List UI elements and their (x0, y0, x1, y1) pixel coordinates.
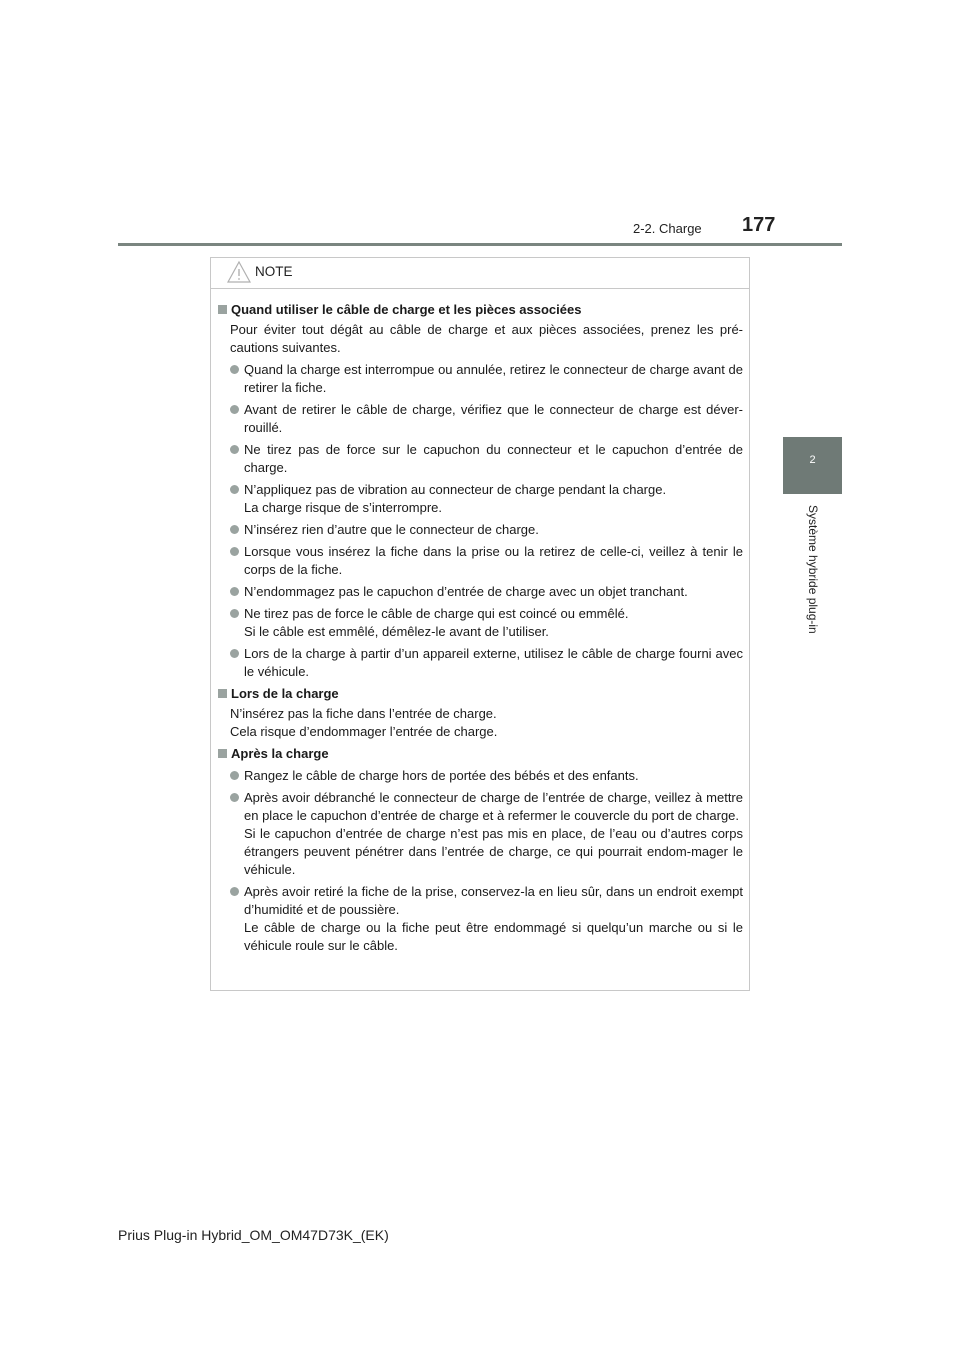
bullet-item (218, 401, 743, 437)
circle-bullet-icon (230, 587, 239, 596)
bullet-item (218, 441, 743, 477)
bullet-item (218, 583, 743, 601)
square-bullet-icon (218, 305, 227, 314)
header-rule (118, 243, 842, 246)
bullet-text: Ne tirez pas de force le câble de charge qui est coincé ou emmêlé. Si le câble est emmêlé, démêlez-le avant de l’utiliser. (244, 606, 629, 639)
square-bullet-icon (218, 689, 227, 698)
section-heading-text: Après la charge (231, 746, 329, 761)
bullet-text: N’appliquez pas de vibration au connecteur de charge pendant la charge. La charge risque de s’interrompre. (244, 482, 667, 515)
bullet-item (218, 789, 743, 879)
note-section (218, 301, 743, 681)
side-tab-chapter-number[interactable]: 2 (783, 437, 842, 494)
bullet-item (218, 543, 743, 579)
footer-manual-id: Prius Plug-in Hybrid_OM_OM47D73K_(EK) (118, 1227, 389, 1243)
section-heading (218, 745, 743, 763)
bullet-item (218, 645, 743, 681)
circle-bullet-icon (230, 445, 239, 454)
circle-bullet-icon (230, 793, 239, 802)
bullet-item (218, 481, 743, 517)
circle-bullet-icon (230, 649, 239, 658)
note-body (211, 289, 749, 955)
bullet-text: N’endommagez pas le capuchon d’entrée de charge avec un objet tranchant. (244, 584, 688, 599)
section-paragraph: N’insérez pas la fiche dans l’entrée de charge. Cela risque d’endommager l’entrée de charge. (230, 706, 498, 739)
note-section (218, 685, 743, 741)
circle-bullet-icon (230, 405, 239, 414)
section-heading (218, 685, 743, 703)
bullet-text: Après avoir débranché le connecteur de charge de l’entrée de charge, veillez à mettre en place le capuchon d’entrée de charge et à refermer le couvercle du port de charge. Si le capuchon d’entrée de charge n’est pas mis en place, de l’eau ou d’autres corps étrangers peuvent pénétrer dans l’entrée de charge, ce qui pourrait endom-mager le véhicule. (244, 790, 743, 877)
bullet-text: Rangez le câble de charge hors de portée des bébés et des enfants. (244, 768, 639, 783)
bullet-item (218, 883, 743, 955)
bullet-item (218, 605, 743, 641)
bullet-text: Avant de retirer le câble de charge, vérifiez que le connecteur de charge est déver-rouillé. (244, 402, 743, 435)
header-section-title: 2-2. Charge (633, 221, 702, 236)
circle-bullet-icon (230, 609, 239, 618)
section-heading-text: Quand utiliser le câble de charge et les pièces associées (231, 302, 582, 317)
bullet-text: Lorsque vous insérez la fiche dans la prise ou la retirez de celle-ci, veillez à tenir le corps de la fiche. (244, 544, 743, 577)
circle-bullet-icon (230, 485, 239, 494)
page-number: 177 (742, 214, 776, 236)
bullet-text: N’insérez rien d’autre que le connecteur de charge. (244, 522, 539, 537)
note-box (210, 257, 750, 991)
bullet-text: Après avoir retiré la fiche de la prise, conservez-la en lieu sûr, dans un endroit exempt d’humidité et de poussière. Le câble de charge ou la fiche peut être endommagé si quelqu’un marche ou si le véhicule roule sur le câble. (244, 884, 743, 953)
side-tab-chapter-title: Système hybride plug-in (806, 505, 820, 634)
bullet-item (218, 767, 743, 785)
circle-bullet-icon (230, 547, 239, 556)
circle-bullet-icon (230, 525, 239, 534)
section-heading-text: Lors de la charge (231, 686, 339, 701)
bullet-item (218, 361, 743, 397)
note-header (211, 258, 749, 289)
warning-triangle-icon (227, 260, 251, 289)
bullet-text: Lors de la charge à partir d’un appareil externe, utilisez le câble de charge fourni avec le véhicule. (244, 646, 743, 679)
section-paragraph: Pour éviter tout dégât au câble de charge et aux pièces associées, prenez les pré-cautions suivantes. (230, 322, 743, 355)
note-title: NOTE (255, 264, 293, 279)
bullet-text: Ne tirez pas de force sur le capuchon du connecteur et le capuchon d’entrée de charge. (244, 442, 743, 475)
circle-bullet-icon (230, 365, 239, 374)
square-bullet-icon (218, 749, 227, 758)
note-section (218, 745, 743, 955)
side-tab-blank (783, 246, 842, 434)
circle-bullet-icon (230, 887, 239, 896)
section-heading (218, 301, 743, 319)
bullet-text: Quand la charge est interrompue ou annulée, retirez le connecteur de charge avant de retirer la fiche. (244, 362, 743, 395)
bullet-item (218, 521, 743, 539)
circle-bullet-icon (230, 771, 239, 780)
